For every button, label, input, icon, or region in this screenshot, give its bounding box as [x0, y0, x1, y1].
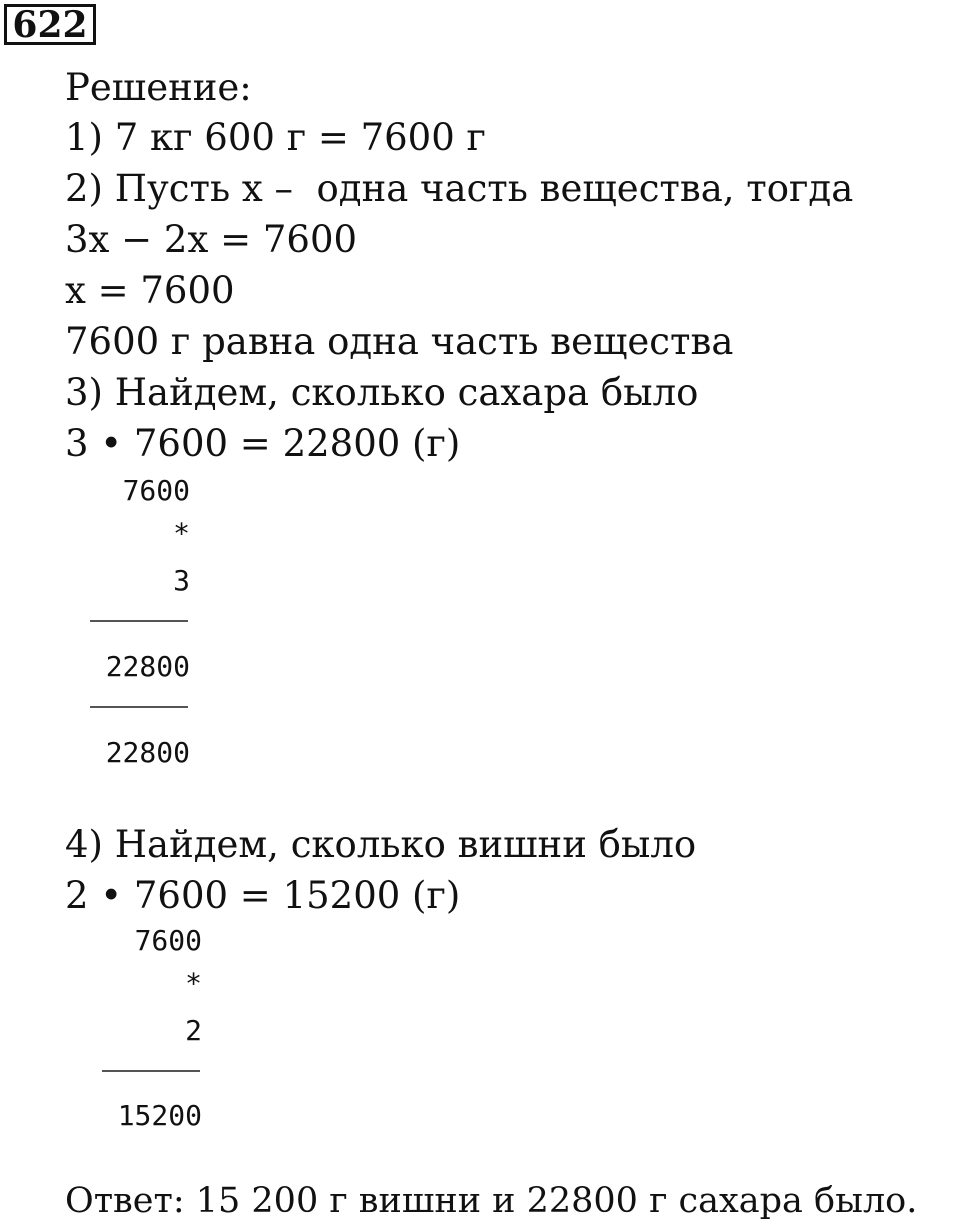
equation-1: 3x − 2x = 7600	[65, 218, 358, 261]
step-2-result: 7600 г равна одна часть вещества	[65, 320, 734, 363]
calc2-rule	[102, 1070, 200, 1072]
calc2-operand-2: 2	[185, 1014, 202, 1047]
calc2-result: 15200	[117, 1099, 202, 1132]
calc1-rule-2	[90, 706, 188, 708]
step-3: 3) Найдем, сколько сахара было	[65, 371, 699, 414]
equation-2: x = 7600	[65, 269, 235, 312]
calc1-result: 22800	[105, 736, 190, 769]
calc1-partial: 22800	[105, 650, 190, 683]
answer: Ответ: 15 200 г вишни и 22800 г сахара было.	[65, 1181, 918, 1221]
calc1-operand-2: 3	[173, 564, 190, 597]
calc1-operator: *	[173, 517, 190, 550]
solution-heading: Решение:	[65, 66, 252, 109]
step-4: 4) Найдем, сколько вишни было	[65, 823, 697, 866]
step-1: 1) 7 кг 600 г = 7600 г	[65, 116, 486, 159]
step-2: 2) Пусть x – одна часть вещества, тогда	[65, 167, 854, 210]
problem-number: 622	[4, 4, 96, 45]
calc1-operand-1: 7600	[122, 474, 190, 507]
calc2-operand-1: 7600	[134, 924, 202, 957]
step-4-expression: 2 • 7600 = 15200 (г)	[65, 874, 461, 917]
step-3-expression: 3 • 7600 = 22800 (г)	[65, 422, 461, 465]
calc2-operator: *	[185, 967, 202, 1000]
calc1-rule-1	[90, 620, 188, 622]
